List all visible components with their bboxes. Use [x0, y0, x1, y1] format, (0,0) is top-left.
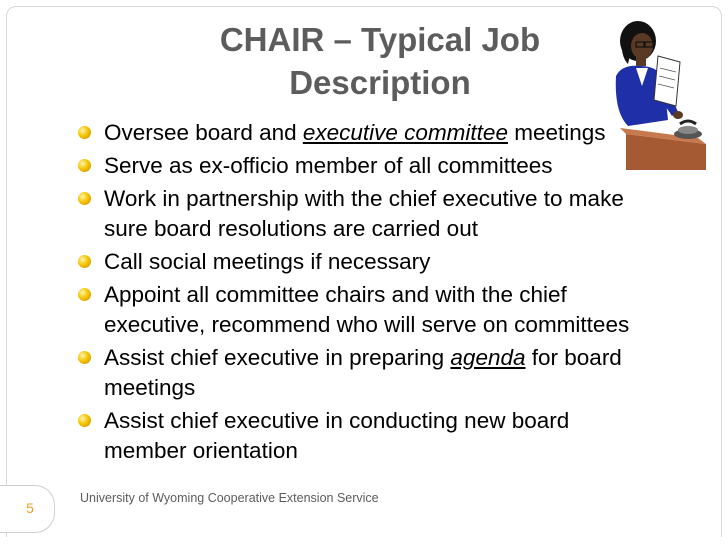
bullet-item	[76, 247, 656, 277]
bullet-text: Assist chief executive in preparing	[104, 345, 451, 370]
bullet-text: Work in partnership with the chief executive to make sure board resolutions are carried out	[104, 186, 624, 241]
bullet-text: Assist chief executive in conducting new board member orientation	[104, 408, 570, 463]
bullet-item	[76, 343, 656, 403]
bullet-dot-icon	[78, 255, 91, 268]
bullet-dot-icon	[78, 159, 91, 172]
bullet-text: meetings	[507, 120, 606, 145]
bullet-list	[76, 118, 656, 469]
bullet-text: Oversee board and	[104, 120, 303, 145]
page-number: 5	[26, 500, 34, 516]
bullet-item	[76, 184, 656, 244]
title-line-2: Description	[289, 64, 471, 101]
bullet-item	[76, 118, 656, 148]
bullet-text: Call social meetings if necessary	[104, 249, 431, 274]
bullet-text: for board meetings	[104, 345, 622, 400]
title-line-1: CHAIR – Typical Job	[219, 21, 541, 58]
slide-title	[150, 18, 610, 104]
bullet-dot-icon	[78, 351, 91, 364]
bullet-text: Serve as ex-officio member of all committees	[104, 153, 553, 178]
bullet-emphasis: executive committee	[302, 120, 508, 145]
bullet-dot-icon	[78, 126, 91, 139]
bullet-dot-icon	[78, 288, 91, 301]
bullet-item	[76, 151, 656, 181]
bullet-item	[76, 280, 656, 340]
bullet-item	[76, 406, 656, 466]
bullet-dot-icon	[78, 414, 91, 427]
footer-organization: University of Wyoming Cooperative Extension Service	[80, 491, 379, 505]
bullet-text: Appoint all committee chairs and with the chief executive, recommend who will serve on committees	[104, 282, 630, 337]
bullet-dot-icon	[78, 192, 91, 205]
bullet-emphasis: agenda	[450, 345, 526, 370]
